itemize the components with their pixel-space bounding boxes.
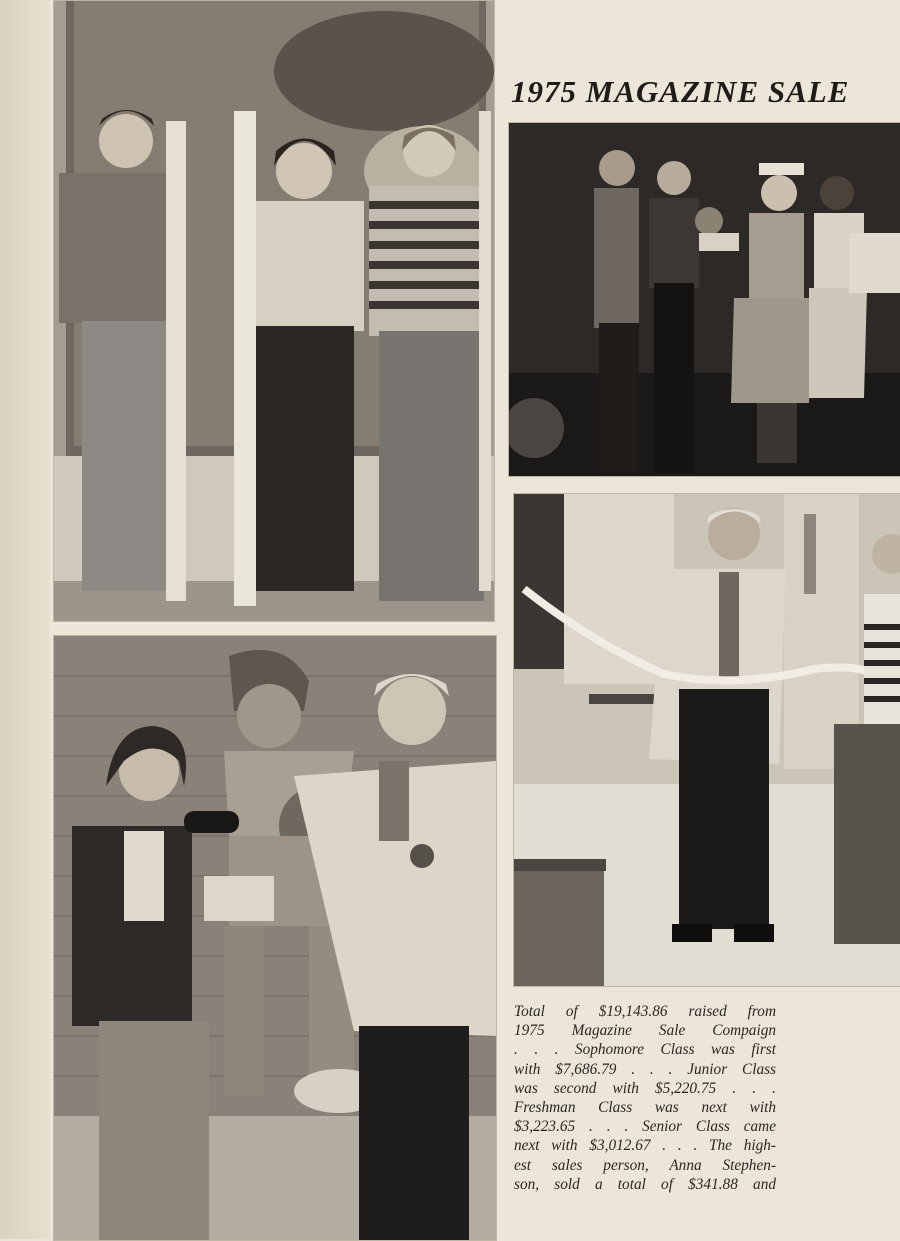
photo-students-with-streamers-image [54, 1, 494, 621]
caption-text [514, 1002, 776, 1194]
caption-line: next with $3,012.67 . . . The high- [514, 1137, 776, 1155]
page-gutter [0, 0, 50, 1239]
caption-line: son, sold a total of $341.88 and [514, 1175, 776, 1193]
photo-students-with-streamers [53, 0, 495, 622]
caption-line: was second with $5,220.75 . . . [514, 1079, 776, 1097]
photo-man-with-streamer-image [514, 494, 900, 986]
caption-line: 1975 Magazine Sale Compaign [514, 1022, 776, 1040]
caption-line: est sales person, Anna Stephen- [514, 1156, 776, 1174]
page-title: 1975 MAGAZINE SALE [511, 74, 850, 109]
photo-student-receiving-prize [53, 635, 497, 1241]
photo-students-on-stage [508, 122, 900, 477]
caption-line: Total of $19,143.86 raised from [514, 1003, 776, 1020]
photo-student-receiving-prize-image [54, 636, 496, 1240]
photo-students-on-stage-image [509, 123, 900, 476]
caption-line: . . . Sophomore Class was first [514, 1041, 776, 1059]
photo-man-with-streamer [513, 493, 900, 987]
caption-line: with $7,686.79 . . . Junior Class [514, 1060, 776, 1078]
caption-line: $3,223.65 . . . Senior Class came [514, 1118, 776, 1136]
caption-line: Freshman Class was next with [514, 1099, 776, 1117]
